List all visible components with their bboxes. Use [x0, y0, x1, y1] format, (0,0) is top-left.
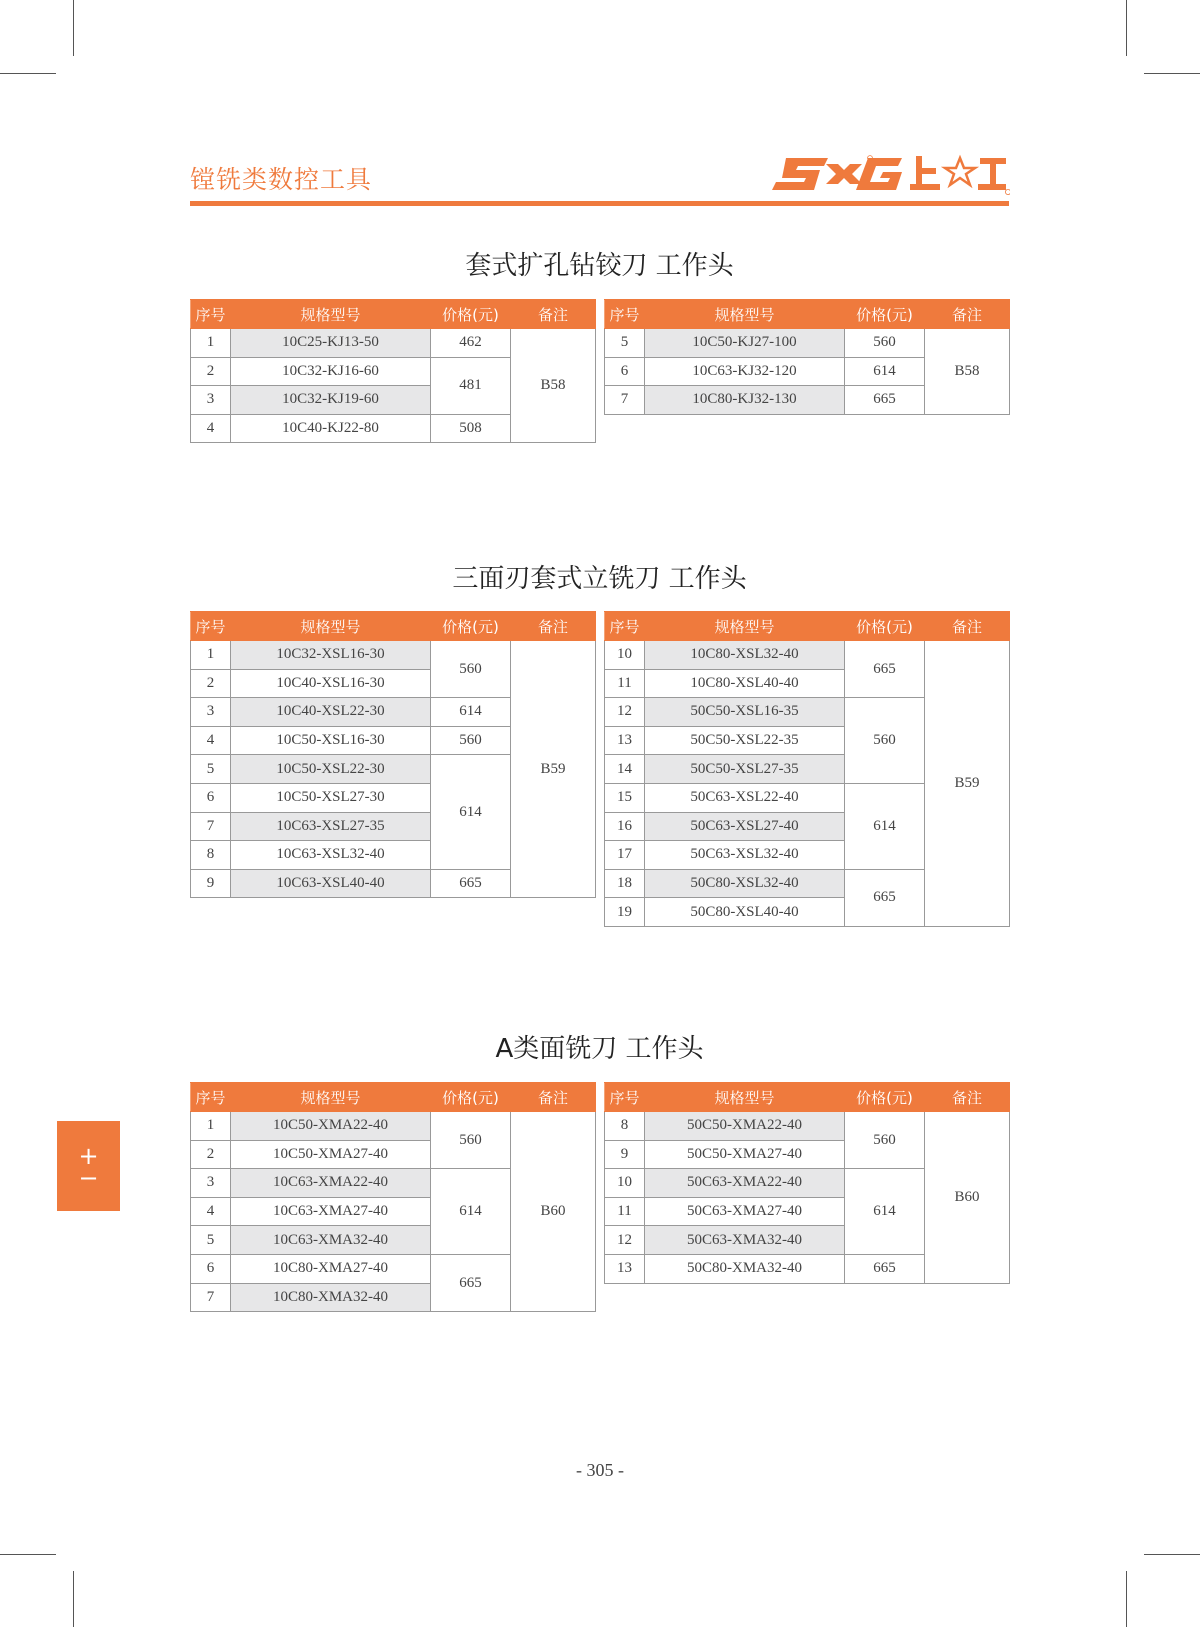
row-number: 1 — [191, 1112, 231, 1141]
column-header: 备注 — [925, 1083, 1010, 1112]
section-title: A类面铣刀 工作头 — [495, 1034, 704, 1064]
model-cell: 10C50-XSL27-30 — [231, 783, 431, 812]
row-number: 9 — [191, 869, 231, 898]
header-rule — [190, 201, 1009, 206]
spec-table — [604, 299, 1010, 415]
note-cell: B60 — [925, 1112, 1010, 1284]
model-cell: 10C80-XSL40-40 — [645, 669, 845, 698]
model-cell: 10C50-XSL22-30 — [231, 755, 431, 784]
row-number: 4 — [191, 414, 231, 443]
spec-table — [190, 1082, 596, 1312]
model-cell: 10C40-XSL16-30 — [231, 669, 431, 698]
price-cell: 560 — [431, 1112, 511, 1169]
model-cell: 50C63-XMA22-40 — [645, 1169, 845, 1198]
price-cell: 614 — [431, 755, 511, 869]
model-cell: 10C32-KJ19-60 — [231, 386, 431, 415]
row-number: 6 — [191, 1254, 231, 1283]
model-cell: 50C80-XSL32-40 — [645, 869, 845, 898]
column-header: 规格型号 — [645, 1083, 845, 1112]
model-cell: 10C63-XMA27-40 — [231, 1197, 431, 1226]
table-header-row — [191, 300, 596, 329]
row-number: 12 — [605, 1226, 645, 1255]
row-number: 7 — [605, 386, 645, 415]
row-number: 11 — [605, 669, 645, 698]
row-number: 11 — [605, 1197, 645, 1226]
spec-table — [604, 1082, 1010, 1284]
model-cell: 10C63-XMA22-40 — [231, 1169, 431, 1198]
row-number: 6 — [605, 357, 645, 386]
crop-mark — [0, 73, 56, 74]
row-number: 2 — [191, 669, 231, 698]
model-cell: 10C63-XSL40-40 — [231, 869, 431, 898]
column-header: 价格(元) — [845, 300, 925, 329]
column-header: 备注 — [925, 612, 1010, 641]
row-number: 2 — [191, 1140, 231, 1169]
column-header: 序号 — [191, 300, 231, 329]
price-cell: 665 — [845, 386, 925, 415]
row-number: 19 — [605, 898, 645, 927]
column-header: 序号 — [191, 1083, 231, 1112]
section-title: 套式扩孔钻铰刀 工作头 — [465, 251, 734, 281]
row-number: 13 — [605, 1254, 645, 1283]
crop-mark — [1126, 1571, 1127, 1627]
price-cell: 614 — [431, 698, 511, 727]
model-cell: 50C50-XSL22-35 — [645, 726, 845, 755]
model-cell: 10C80-XSL32-40 — [645, 641, 845, 670]
row-number: 5 — [605, 329, 645, 358]
price-cell: 560 — [845, 329, 925, 358]
model-cell: 10C63-XMA32-40 — [231, 1226, 431, 1255]
spec-table — [190, 299, 596, 443]
model-cell: 10C40-KJ22-80 — [231, 414, 431, 443]
column-header: 序号 — [605, 300, 645, 329]
row-number: 13 — [605, 726, 645, 755]
row-number: 3 — [191, 386, 231, 415]
model-cell: 10C63-XSL27-35 — [231, 812, 431, 841]
column-header: 价格(元) — [431, 1083, 511, 1112]
note-cell: B60 — [511, 1112, 596, 1312]
price-cell: 614 — [845, 1169, 925, 1255]
price-cell: 665 — [845, 1254, 925, 1283]
model-cell: 10C50-XMA22-40 — [231, 1112, 431, 1141]
column-header: 规格型号 — [231, 300, 431, 329]
price-cell: 560 — [845, 698, 925, 784]
model-cell: 10C50-XMA27-40 — [231, 1140, 431, 1169]
column-header: 备注 — [511, 300, 596, 329]
price-cell: 665 — [431, 1254, 511, 1311]
note-cell: B58 — [511, 329, 596, 443]
row-number: 4 — [191, 726, 231, 755]
crop-mark — [1144, 1554, 1200, 1555]
table-header-row — [605, 612, 1010, 641]
row-number: 10 — [605, 641, 645, 670]
table-header-row — [605, 300, 1010, 329]
column-header: 价格(元) — [431, 612, 511, 641]
price-cell: 560 — [431, 641, 511, 698]
row-number: 1 — [191, 641, 231, 670]
row-number: 4 — [191, 1197, 231, 1226]
model-cell: 50C50-XSL27-35 — [645, 755, 845, 784]
chapter-side-tab[interactable] — [57, 1121, 120, 1211]
model-cell: 10C40-XSL22-30 — [231, 698, 431, 727]
page-number: - 305 - — [576, 1460, 624, 1480]
spec-table — [190, 611, 596, 898]
row-number: 5 — [191, 755, 231, 784]
price-cell: 665 — [431, 869, 511, 898]
row-number: 5 — [191, 1226, 231, 1255]
model-cell: 10C32-KJ16-60 — [231, 357, 431, 386]
row-number: 15 — [605, 783, 645, 812]
column-header: 规格型号 — [231, 612, 431, 641]
column-header: 价格(元) — [845, 1083, 925, 1112]
plus-icon: + — [78, 1142, 99, 1170]
column-header: 备注 — [511, 612, 596, 641]
price-cell: 508 — [431, 414, 511, 443]
model-cell: 10C80-XMA32-40 — [231, 1283, 431, 1312]
table-header-row — [191, 612, 596, 641]
sg-brand-logo — [770, 150, 1010, 198]
column-header: 序号 — [191, 612, 231, 641]
spec-table — [604, 611, 1010, 927]
model-cell: 50C50-XMA22-40 — [645, 1112, 845, 1141]
row-number: 14 — [605, 755, 645, 784]
column-header: 序号 — [605, 1083, 645, 1112]
crop-mark — [0, 1554, 56, 1555]
row-number: 18 — [605, 869, 645, 898]
model-cell: 10C50-KJ27-100 — [645, 329, 845, 358]
row-number: 7 — [191, 812, 231, 841]
column-header: 备注 — [925, 300, 1010, 329]
column-header: 价格(元) — [845, 612, 925, 641]
column-header: 价格(元) — [431, 300, 511, 329]
table-row — [605, 641, 1010, 670]
model-cell: 50C63-XSL27-40 — [645, 812, 845, 841]
column-header: 规格型号 — [645, 300, 845, 329]
row-number: 1 — [191, 329, 231, 358]
model-cell: 50C80-XSL40-40 — [645, 898, 845, 927]
row-number: 3 — [191, 1169, 231, 1198]
model-cell: 50C63-XSL22-40 — [645, 783, 845, 812]
row-number: 17 — [605, 841, 645, 870]
row-number: 10 — [605, 1169, 645, 1198]
table-row — [605, 329, 1010, 358]
price-cell: 614 — [431, 1169, 511, 1255]
model-cell: 10C25-KJ13-50 — [231, 329, 431, 358]
model-cell: 50C80-XMA32-40 — [645, 1254, 845, 1283]
row-number: 3 — [191, 698, 231, 727]
model-cell: 50C63-XMA27-40 — [645, 1197, 845, 1226]
model-cell: 50C63-XMA32-40 — [645, 1226, 845, 1255]
column-header: 规格型号 — [231, 1083, 431, 1112]
row-number: 8 — [191, 841, 231, 870]
row-number: 2 — [191, 357, 231, 386]
model-cell: 50C50-XMA27-40 — [645, 1140, 845, 1169]
column-header: 规格型号 — [645, 612, 845, 641]
model-cell: 10C80-KJ32-130 — [645, 386, 845, 415]
model-cell: 10C32-XSL16-30 — [231, 641, 431, 670]
model-cell: 10C63-XSL32-40 — [231, 841, 431, 870]
crop-mark — [1144, 73, 1200, 74]
model-cell: 50C63-XSL32-40 — [645, 841, 845, 870]
crop-mark — [73, 0, 74, 56]
row-number: 16 — [605, 812, 645, 841]
note-cell: B59 — [511, 641, 596, 898]
table-row — [191, 641, 596, 670]
model-cell: 10C63-KJ32-120 — [645, 357, 845, 386]
column-header: 备注 — [511, 1083, 596, 1112]
price-cell: 614 — [845, 783, 925, 869]
note-cell: B58 — [925, 329, 1010, 415]
price-cell: 462 — [431, 329, 511, 358]
model-cell: 50C50-XSL16-35 — [645, 698, 845, 727]
column-header: 序号 — [605, 612, 645, 641]
price-cell: 665 — [845, 641, 925, 698]
page-header-title: 镗铣类数控工具 — [190, 165, 373, 194]
model-cell: 10C50-XSL16-30 — [231, 726, 431, 755]
price-cell: 560 — [845, 1112, 925, 1169]
table-header-row — [191, 1083, 596, 1112]
price-cell: 614 — [845, 357, 925, 386]
model-cell: 10C80-XMA27-40 — [231, 1254, 431, 1283]
table-row — [191, 1112, 596, 1141]
row-number: 12 — [605, 698, 645, 727]
row-number: 8 — [605, 1112, 645, 1141]
crop-mark — [73, 1571, 74, 1627]
table-row — [191, 329, 596, 358]
price-cell: 560 — [431, 726, 511, 755]
table-row — [605, 1112, 1010, 1141]
price-cell: 665 — [845, 869, 925, 926]
row-number: 6 — [191, 783, 231, 812]
table-header-row — [605, 1083, 1010, 1112]
row-number: 7 — [191, 1283, 231, 1312]
minus-icon: − — [78, 1164, 99, 1192]
price-cell: 481 — [431, 357, 511, 414]
section-title: 三面刃套式立铣刀 工作头 — [452, 564, 747, 594]
note-cell: B59 — [925, 641, 1010, 927]
crop-mark — [1126, 0, 1127, 56]
row-number: 9 — [605, 1140, 645, 1169]
